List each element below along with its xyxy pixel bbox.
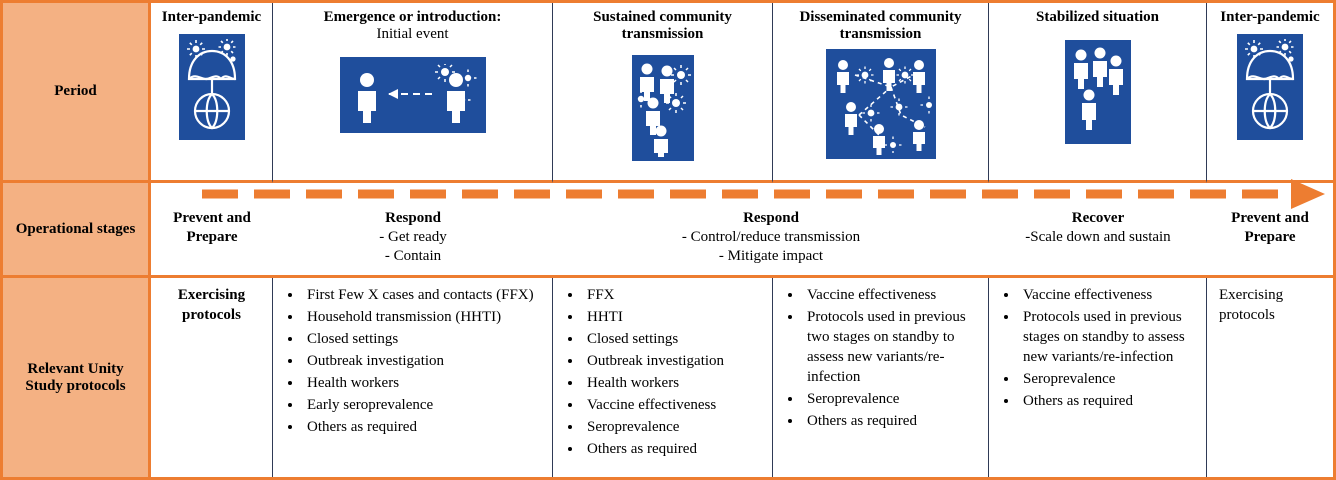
list-item: • Closed settings <box>303 330 544 350</box>
ops-line: - Control/reduce transmission <box>681 228 861 245</box>
period-cell-disseminated <box>773 3 989 183</box>
protocols-cell-stabilized <box>989 278 1207 477</box>
list-item: • Closed settings <box>583 330 764 350</box>
list-item: • Protocols used in previous two stages on standby to assess new variants/re-infection <box>803 308 980 388</box>
period-cell-emergence <box>273 3 553 183</box>
ops-line: - Mitigate impact <box>718 247 824 264</box>
period-title: Inter-pandemic <box>1220 9 1320 25</box>
list-item: • Seroprevalence <box>803 390 980 410</box>
list-item: • Protocols used in previous stages on standby to assess new variants/re-infection <box>1019 308 1198 368</box>
list-item: • Others as required <box>303 418 544 438</box>
list-item: • Early seroprevalence <box>303 396 544 416</box>
row-label-period <box>3 3 151 183</box>
period-subtitle: Initial event <box>376 25 449 42</box>
ops-line: -Scale down and sustain <box>1025 228 1171 245</box>
row-label-operational-stages <box>3 183 151 278</box>
protocol-list <box>781 286 980 432</box>
list-item: • Others as required <box>583 440 764 460</box>
ops-heading: Prevent and Prepare <box>1231 210 1309 245</box>
ops-heading: Recover <box>1071 210 1125 226</box>
protocols-cell-sustained <box>553 278 773 477</box>
list-item: • Vaccine effectiveness <box>803 286 980 306</box>
person-arrow-virus-icon <box>340 57 486 133</box>
list-item: • Household transmission (HHTI) <box>303 308 544 328</box>
protocols-cell-disseminated <box>773 278 989 477</box>
ops-line: - Get ready <box>379 228 447 245</box>
ops-line: - Contain <box>384 247 442 264</box>
period-title: Inter-pandemic <box>161 9 262 25</box>
list-item: • FFX <box>583 286 764 306</box>
period-cell-sustained <box>553 3 773 183</box>
protocol-text: Exercising protocols <box>177 287 246 323</box>
protocols-cell-inter-pandemic-end <box>1207 278 1333 477</box>
list-item: • Others as required <box>803 412 980 432</box>
list-item: • Outbreak investigation <box>303 352 544 372</box>
ops-cell-respond-middle <box>553 183 989 278</box>
network-crowd-virus-icon <box>826 49 936 159</box>
list-item: • Outbreak investigation <box>583 352 764 372</box>
ops-cell-emergence <box>273 183 553 278</box>
umbrella-globe-virus-icon <box>1237 34 1303 140</box>
period-cell-inter-pandemic-start <box>151 3 273 183</box>
list-item: • Others as required <box>1019 392 1198 412</box>
list-item: • HHTI <box>583 308 764 328</box>
list-item: • First Few X cases and contacts (FFX) <box>303 286 544 306</box>
pandemic-phases-grid <box>3 3 1333 477</box>
period-title: Disseminated community transmission <box>799 9 962 42</box>
small-crowd-virus-icon <box>632 55 694 161</box>
protocols-cell-inter-pandemic-start <box>151 278 273 477</box>
list-item: • Health workers <box>303 374 544 394</box>
list-item: • Vaccine effectiveness <box>583 396 764 416</box>
ops-cell-stabilized <box>989 183 1207 278</box>
umbrella-globe-virus-icon <box>179 34 245 140</box>
protocol-list <box>281 286 544 438</box>
ops-heading: Prevent and Prepare <box>173 210 251 245</box>
list-item: • Health workers <box>583 374 764 394</box>
period-title: Sustained community transmission <box>593 9 732 42</box>
protocol-text: Exercising protocols <box>1219 287 1284 323</box>
period-title: Stabilized situation <box>1036 9 1159 25</box>
row-label-protocols <box>3 278 151 477</box>
protocols-cell-emergence <box>273 278 553 477</box>
list-item: • Seroprevalence <box>583 418 764 438</box>
ops-heading: Respond <box>385 210 441 226</box>
protocol-list <box>561 286 764 460</box>
ops-cell-inter-pandemic-start <box>151 183 273 278</box>
protocol-list <box>997 286 1198 412</box>
ops-cell-inter-pandemic-end <box>1207 183 1333 278</box>
period-title: Emergence or introduction: <box>323 9 502 25</box>
list-item: • Vaccine effectiveness <box>1019 286 1198 306</box>
ops-heading: Respond <box>743 210 799 226</box>
period-cell-inter-pandemic-end <box>1207 3 1333 183</box>
row-label-operational-stages-text: Operational stages <box>15 220 136 237</box>
row-label-protocols-text: Relevant Unity Study protocols <box>25 360 126 394</box>
row-label-period-text: Period <box>54 83 97 99</box>
period-cell-stabilized <box>989 3 1207 183</box>
list-item: • Seroprevalence <box>1019 370 1198 390</box>
people-group-icon <box>1065 40 1131 144</box>
